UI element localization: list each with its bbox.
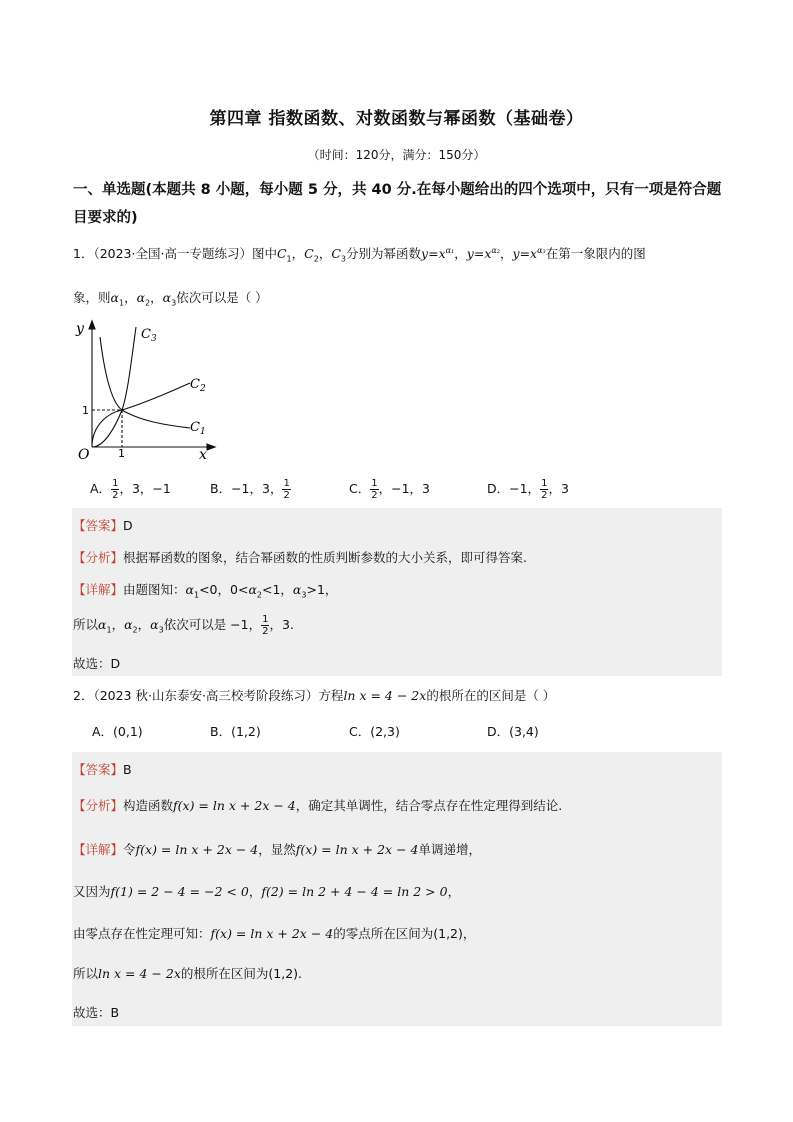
q2-answer: 【答案】B — [73, 762, 132, 777]
q1-option-a[interactable]: A． $\frac{1}{2}$ ，3，−1 — [90, 478, 171, 501]
q1-option-c[interactable]: C． $\frac{1}{2}$ ，−1，3 — [349, 478, 430, 501]
fig-c1-label: $C_1$ — [190, 420, 206, 437]
fig-y-one-label: 1 — [82, 404, 89, 417]
q1-answer: 【答案】D — [73, 518, 133, 533]
q2-stem: 2．（2023 秋·山东泰安·高三校考阶段练习）方程ln x = 4 − 2x的根所在的区间是（ ） — [73, 688, 556, 703]
page-subtitle: （时间：120分，满分：150分） — [307, 148, 486, 162]
fig-c2-label: $C_2$ — [190, 377, 206, 394]
fig-y-label: y — [76, 321, 84, 337]
q2-analysis: 【分析】构造函数f(x) = ln x + 2x − 4，确定其单调性，结合零点存在性定理得到结论. — [73, 798, 563, 813]
q1-stem-line1: 1．（2023·全国·高一专题练习）图中$C_1$，$C_2$，$C_3$分别为幂函数$y=x^{\alpha_1}$，$y=x^{\alpha_2}$，$y=x^{\alpha_3}$在第一象限内的图 — [73, 245, 646, 264]
q1-detail-line1: 【详解】由题图知：$\alpha_1<0$，$0<\alpha_2<1$，$\alpha_3>1$， — [73, 582, 338, 600]
q1-option-b[interactable]: B．−1，3， $\frac{1}{2}$ — [210, 478, 290, 501]
fig-c3-label: $C_3$ — [141, 327, 157, 344]
q2-option-c[interactable]: C．(2,3) — [349, 724, 400, 739]
q1-choose: 故选：D — [73, 656, 121, 671]
q2-choose: 故选：B — [73, 1005, 120, 1020]
q2-detail-line1: 【详解】令f(x) = ln x + 2x − 4，显然f(x) = ln x + 2x − 4单调递增， — [73, 842, 481, 857]
q2-option-b[interactable]: B．(1,2) — [210, 724, 261, 739]
fig-x-one-label: 1 — [118, 447, 125, 460]
q2-detail-line3: 由零点存在性定理可知：f(x) = ln x + 2x − 4的零点所在区间为(1,2)， — [73, 926, 476, 941]
q2-option-d[interactable]: D．(3,4) — [487, 724, 539, 739]
page-title: 第四章 指数函数、对数函数与幂函数（基础卷） — [209, 109, 584, 129]
q1-option-d[interactable]: D．−1， $\frac{1}{2}$ ，3 — [487, 478, 569, 501]
q1-detail-line2: 所以$\alpha_1$，$\alpha_2$，$\alpha_3$依次可以是 −1， $\frac{1}{2}$ ，3. — [73, 614, 294, 637]
q2-option-a[interactable]: A．(0,1) — [92, 724, 143, 739]
q2-detail-line2: 又因为f(1) = 2 − 4 = −2 < 0，f(2) = ln 2 + 4 − 4 = ln 2 > 0， — [73, 884, 461, 899]
fig-origin-label: O — [78, 447, 90, 463]
q1-power-function-graph — [70, 315, 230, 465]
q1-stem-line2: 象，则$\alpha_1$，$\alpha_2$，$\alpha_3$依次可以是（ ） — [73, 290, 268, 308]
fig-x-label: x — [199, 447, 207, 463]
section-heading: 一、单选题(本题共 8 小题，每小题 5 分，共 40 分.在每小题给出的四个选项中，只有一项是符合题目要求的) — [73, 182, 722, 226]
q1-analysis: 【分析】根据幂函数的图象，结合幂函数的性质判断参数的大小关系，即可得答案. — [73, 550, 527, 565]
q2-detail-line4: 所以ln x = 4 − 2x的根所在区间为(1,2). — [73, 966, 303, 981]
